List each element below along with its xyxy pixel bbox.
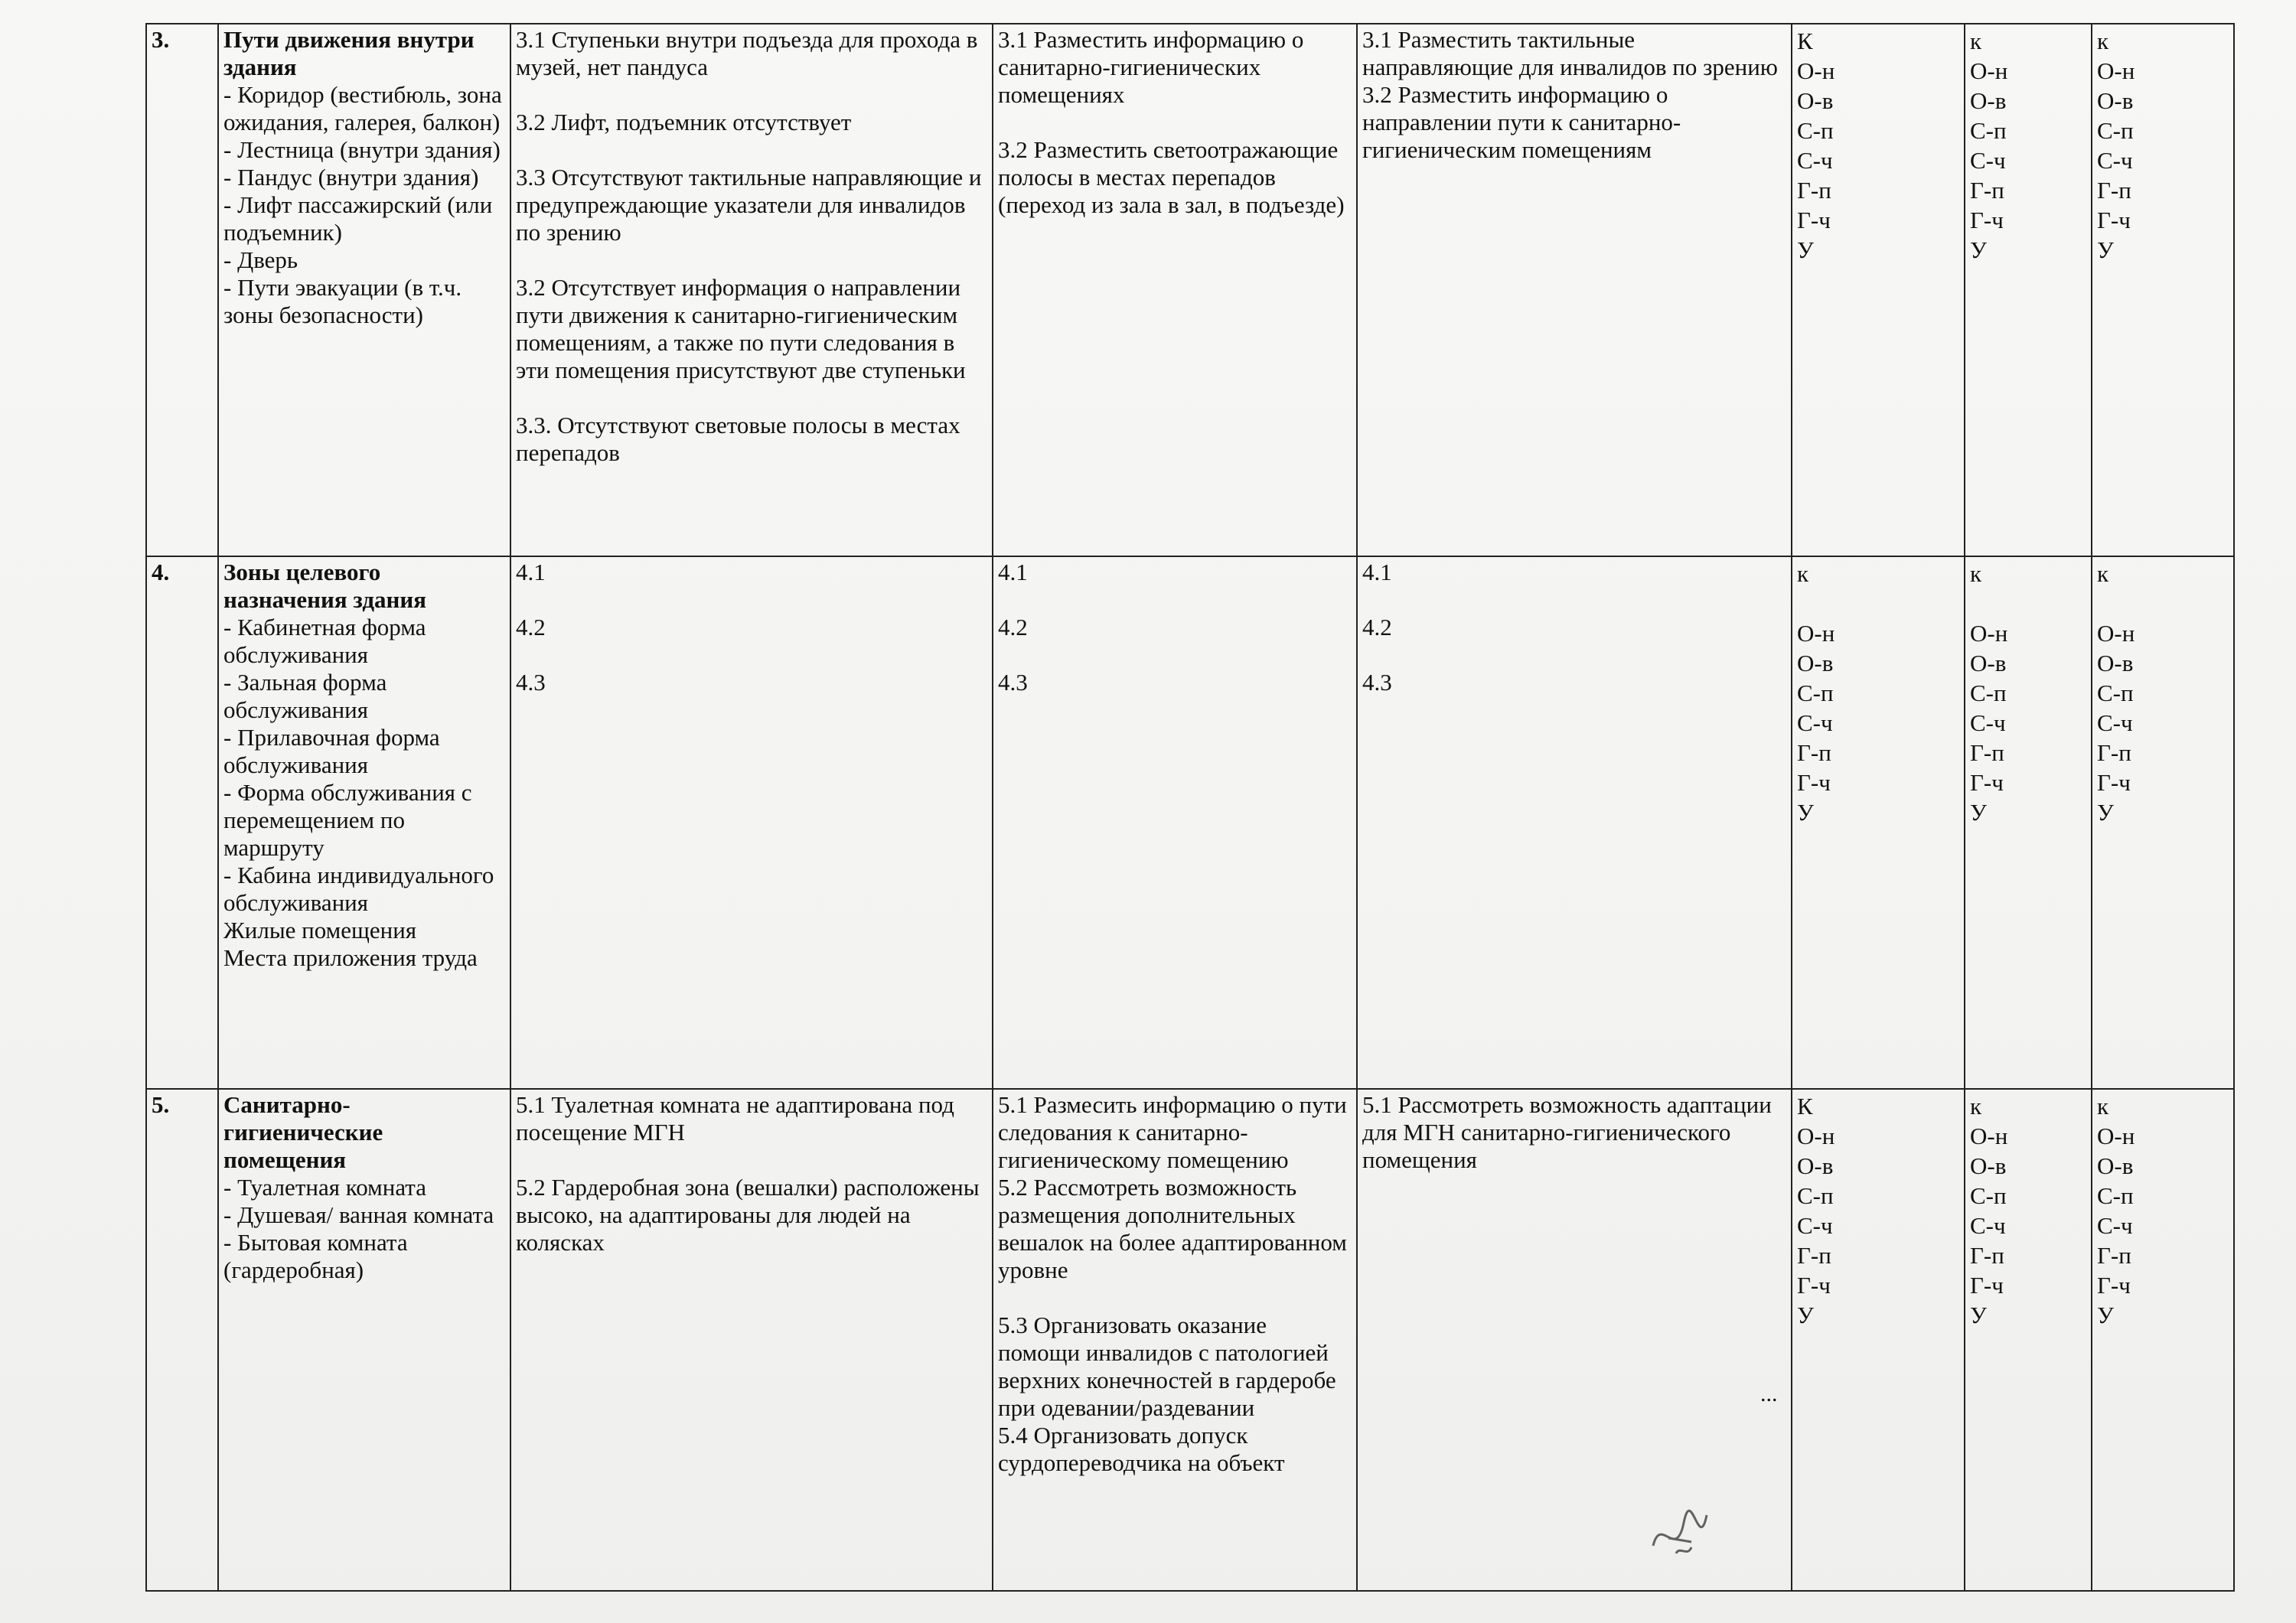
category-cell bbox=[2092, 556, 2234, 1089]
category-cell bbox=[1792, 24, 1965, 556]
category-code: Г-п bbox=[1797, 739, 1831, 766]
category-code: У bbox=[1797, 236, 1814, 263]
spacer bbox=[516, 641, 987, 669]
category-code: О-в bbox=[2097, 1152, 2134, 1179]
zone-item: - Пути эвакуации (в т.ч. зоны безопасности) bbox=[223, 274, 462, 328]
category-code: Г-п bbox=[2097, 1242, 2131, 1269]
category-code: С-п bbox=[1797, 1182, 1834, 1209]
zone-item: - Форма обслуживания с перемещением по маршруту bbox=[223, 779, 472, 861]
category-code: У bbox=[2097, 236, 2114, 263]
row-number-cell bbox=[146, 24, 218, 556]
spacer bbox=[516, 1146, 987, 1174]
category-code: О-н bbox=[1797, 1123, 1835, 1149]
category-code: Г-п bbox=[1797, 177, 1831, 204]
zone-item: - Бытовая комната (гардеробная) bbox=[223, 1229, 408, 1283]
table-row bbox=[146, 556, 2234, 1089]
zone-item: Места приложения труда bbox=[223, 944, 478, 971]
category-code: С-п bbox=[1797, 680, 1834, 706]
category-code: У bbox=[1797, 1302, 1814, 1328]
category-code: О-н bbox=[1970, 620, 2008, 647]
table-row bbox=[146, 24, 2234, 556]
spacer bbox=[516, 384, 987, 412]
category-cell bbox=[1965, 1089, 2092, 1591]
zone-item: - Лестница (внутри здания) bbox=[223, 136, 501, 163]
problem-item: 4.2 bbox=[516, 614, 546, 640]
category-code: У bbox=[1970, 799, 1987, 826]
measures-cell bbox=[993, 1089, 1357, 1591]
category-code: Г-п bbox=[1970, 739, 2004, 766]
measure-item: 4.2 bbox=[998, 614, 1028, 640]
category-code: С-ч bbox=[1797, 147, 1833, 174]
category-code: Г-ч bbox=[1970, 207, 2004, 233]
category-cell bbox=[1965, 556, 2092, 1089]
zone-cell bbox=[218, 1089, 510, 1591]
measure-item: 5.1 Размесить информацию о пути следования к санитарно-гигиеническому помещению bbox=[998, 1091, 1347, 1173]
measure-item: 5.3 Организовать оказание помощи инвалидов с патологией верхних конечностей в гардеробе при одевании/раздевании bbox=[998, 1312, 1336, 1421]
category-code: Г-п bbox=[1970, 1242, 2004, 1269]
category-code: У bbox=[1970, 236, 1987, 263]
category-cell bbox=[1965, 24, 2092, 556]
measures-cell bbox=[993, 556, 1357, 1089]
zone-item: - Дверь bbox=[223, 246, 298, 273]
category-code: Г-ч bbox=[1970, 769, 2004, 796]
row-number-cell bbox=[146, 556, 218, 1089]
category-code: Г-ч bbox=[1797, 769, 1831, 796]
category-code: О-в bbox=[2097, 87, 2134, 114]
category-code: О-н bbox=[2097, 57, 2135, 84]
zone-item: Жилые помещения bbox=[223, 917, 417, 943]
table-row bbox=[146, 1089, 2234, 1591]
category-code: К bbox=[1797, 1093, 1813, 1119]
spacer bbox=[998, 586, 1352, 614]
measure-item: 4.1 bbox=[998, 559, 1028, 585]
row-number: 5. bbox=[152, 1091, 170, 1118]
category-code: С-ч bbox=[1797, 1212, 1833, 1239]
category-code: С-ч bbox=[2097, 1212, 2133, 1239]
category-code: О-в bbox=[1797, 87, 1834, 114]
zone-item: - Прилавочная форма обслуживания bbox=[223, 724, 440, 778]
measure-item: 3.2 Разместить светоотражающие полосы в местах перепадов (переход из зала в зал, в подъезде) bbox=[998, 136, 1345, 218]
recommendations-cell bbox=[1357, 24, 1792, 556]
category-code: О-н bbox=[1797, 57, 1835, 84]
measure-item: 3.1 Разместить информацию о санитарно-гигиенических помещениях bbox=[998, 26, 1304, 108]
category-code: С-п bbox=[2097, 117, 2134, 144]
recommendation-item: 4.2 bbox=[1362, 614, 1392, 640]
category-code: к bbox=[1970, 560, 1982, 587]
row-number: 4. bbox=[152, 559, 170, 585]
problem-item: 3.3. Отсутствуют световые полосы в местах перепадов bbox=[516, 412, 960, 466]
zone-cell bbox=[218, 556, 510, 1089]
zone-title: Санитарно-гигиенические помещения bbox=[223, 1091, 383, 1173]
problem-item: 5.1 Туалетная комната не адаптирована под посещение МГН bbox=[516, 1091, 954, 1146]
problem-item: 3.2 Отсутствует информация о направлении пути движения к санитарно-гигиеническим помещениям, а также по пути следования в эти помещения присутствуют две ступеньки bbox=[516, 274, 966, 383]
category-code: О-в bbox=[1970, 87, 2007, 114]
category-code: к bbox=[2097, 560, 2109, 587]
category-code: О-н bbox=[2097, 1123, 2135, 1149]
zone-item: - Кабинетная форма обслуживания bbox=[223, 614, 426, 668]
recommendation-item: 3.2 Разместить информацию о направлении пути к санитарно-гигиеническим помещениям bbox=[1362, 81, 1681, 163]
zone-title: Зоны целевого назначения здания bbox=[223, 559, 426, 613]
category-code: Г-ч bbox=[1797, 1272, 1831, 1299]
recommendation-item: 3.1 Разместить тактильные направляющие для инвалидов по зрению bbox=[1362, 26, 1778, 80]
category-code: О-в bbox=[1970, 1152, 2007, 1179]
category-code: Г-ч bbox=[2097, 207, 2131, 233]
category-code: С-п bbox=[1797, 117, 1834, 144]
problem-item: 5.2 Гардеробная зона (вешалки) расположены высоко, на адаптированы для людей на колясках bbox=[516, 1174, 980, 1256]
zone-item: - Зальная форма обслуживания bbox=[223, 669, 387, 723]
recommendation-item: 4.3 bbox=[1362, 669, 1392, 696]
problems-cell bbox=[510, 556, 993, 1089]
category-code bbox=[1797, 588, 1959, 618]
measure-item: 5.4 Организовать допуск сурдопереводчика на объект bbox=[998, 1422, 1285, 1476]
problem-item: 3.3 Отсутствуют тактильные направляющие и предупреждающие указатели для инвалидов по зрению bbox=[516, 164, 982, 246]
category-code: С-п bbox=[1970, 117, 2007, 144]
category-code: О-н bbox=[2097, 620, 2135, 647]
zone-item: - Лифт пассажирский (или подъемник) bbox=[223, 191, 493, 246]
measures-cell bbox=[993, 24, 1357, 556]
spacer bbox=[1362, 586, 1786, 614]
problems-cell bbox=[510, 1089, 993, 1591]
spacer bbox=[516, 246, 987, 274]
category-code: Г-ч bbox=[1797, 207, 1831, 233]
category-code: С-ч bbox=[2097, 709, 2133, 736]
measure-item: 4.3 bbox=[998, 669, 1028, 696]
category-code: О-в bbox=[1797, 650, 1834, 676]
footer-mark: ... bbox=[1760, 1381, 1778, 1406]
category-cell bbox=[1792, 1089, 1965, 1591]
category-code: Г-ч bbox=[2097, 1272, 2131, 1299]
category-code: Г-п bbox=[2097, 177, 2131, 204]
row-number: 3. bbox=[152, 26, 170, 53]
category-code: к bbox=[2097, 28, 2109, 54]
category-code: У bbox=[2097, 1302, 2114, 1328]
signature-scribble bbox=[1645, 1500, 1714, 1569]
category-cell bbox=[2092, 24, 2234, 556]
spacer bbox=[998, 641, 1352, 669]
category-code: Г-п bbox=[2097, 739, 2131, 766]
category-code: О-н bbox=[1970, 1123, 2008, 1149]
category-code: С-ч bbox=[1797, 709, 1833, 736]
category-code: О-в bbox=[2097, 650, 2134, 676]
problem-item: 3.1 Ступеньки внутри подъезда для прохода в музей, нет пандуса bbox=[516, 26, 978, 80]
recommendations-cell bbox=[1357, 556, 1792, 1089]
zone-item: - Коридор (вестибюль, зона ожидания, галерея, балкон) bbox=[223, 81, 502, 135]
category-code: К bbox=[1797, 28, 1813, 54]
spacer bbox=[516, 81, 987, 109]
category-code: к bbox=[1970, 28, 1982, 54]
recommendations-cell bbox=[1357, 1089, 1792, 1591]
zone-item: - Душевая/ ванная комната bbox=[223, 1201, 494, 1228]
category-code: У bbox=[1970, 1302, 1987, 1328]
category-code: к bbox=[2097, 1093, 2109, 1119]
category-code: О-в bbox=[1797, 1152, 1834, 1179]
category-code: У bbox=[1797, 799, 1814, 826]
spacer bbox=[998, 1284, 1352, 1312]
zone-title: Пути движения внутри здания bbox=[223, 26, 475, 80]
category-code: О-н bbox=[1970, 57, 2008, 84]
category-code: С-п bbox=[2097, 680, 2134, 706]
measure-item: 5.2 Рассмотреть возможность размещения дополнительных вешалок на более адаптированном уровне bbox=[998, 1174, 1347, 1283]
category-code: О-н bbox=[1797, 620, 1835, 647]
recommendation-item: 5.1 Рассмотреть возможность адаптации для МГН санитарно-гигиенического помещения bbox=[1362, 1091, 1772, 1173]
category-code: Г-п bbox=[1797, 1242, 1831, 1269]
category-cell bbox=[2092, 1089, 2234, 1591]
problems-cell bbox=[510, 24, 993, 556]
category-code: Г-ч bbox=[1970, 1272, 2004, 1299]
table-body bbox=[146, 24, 2234, 1591]
category-code: Г-п bbox=[1970, 177, 2004, 204]
category-code: С-ч bbox=[1970, 147, 2006, 174]
category-code: к bbox=[1797, 560, 1809, 587]
problem-item: 4.3 bbox=[516, 669, 546, 696]
accessibility-table bbox=[145, 23, 2235, 1592]
spacer bbox=[1362, 641, 1786, 669]
category-code: С-ч bbox=[1970, 709, 2006, 736]
zone-item: - Туалетная комната bbox=[223, 1174, 426, 1201]
category-code: С-п bbox=[1970, 680, 2007, 706]
category-code: С-п bbox=[2097, 1182, 2134, 1209]
category-code: С-ч bbox=[1970, 1212, 2006, 1239]
category-code: Г-ч bbox=[2097, 769, 2131, 796]
problem-item: 3.2 Лифт, подъемник отсутствует bbox=[516, 109, 852, 135]
problem-item: 4.1 bbox=[516, 559, 546, 585]
spacer bbox=[516, 586, 987, 614]
category-code: У bbox=[2097, 799, 2114, 826]
category-code: С-ч bbox=[2097, 147, 2133, 174]
zone-item: - Кабина индивидуального обслуживания bbox=[223, 862, 494, 916]
recommendation-item: 4.1 bbox=[1362, 559, 1392, 585]
category-code: к bbox=[1970, 1093, 1982, 1119]
category-code: О-в bbox=[1970, 650, 2007, 676]
spacer bbox=[516, 136, 987, 164]
spacer bbox=[998, 109, 1352, 136]
zone-item: - Пандус (внутри здания) bbox=[223, 164, 479, 191]
category-cell bbox=[1792, 556, 1965, 1089]
row-number-cell bbox=[146, 1089, 218, 1591]
category-code: С-п bbox=[1970, 1182, 2007, 1209]
category-code bbox=[2097, 588, 2229, 618]
zone-cell bbox=[218, 24, 510, 556]
category-code bbox=[1970, 588, 2086, 618]
